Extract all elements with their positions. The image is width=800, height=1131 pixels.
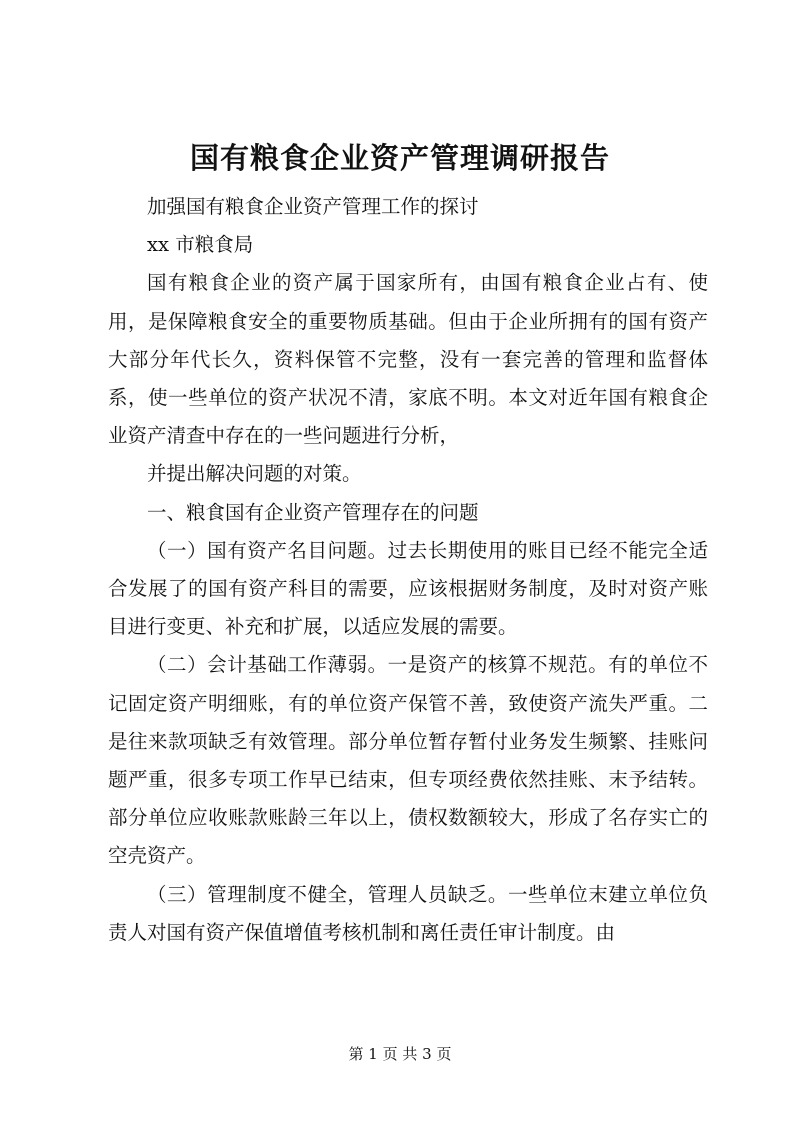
- author-paragraph: xx 市粮食局: [147, 233, 254, 257]
- item-3-paragraph: （三）管理制度不健全，管理人员缺乏。一些单位末建立单位负责人对国有资产保值增值考核机制和离任责任审计制度。由: [108, 882, 708, 944]
- section-heading: 一、粮食国有企业资产管理存在的问题: [147, 500, 479, 524]
- page-footer: 第 1 页 共 3 页: [348, 1045, 452, 1063]
- page-title: 国有粮食企业资产管理调研报告: [189, 141, 610, 175]
- intro-continuation-paragraph: 并提出解决问题的对策。: [147, 462, 362, 486]
- intro-paragraph: 国有粮食企业的资产属于国家所有，由国有粮食企业占有、使用，是保障粮食安全的重要物质基础。但由于企业所拥有的国有资产大部分年代长久，资料保管不完整，没有一套完善的管理和监督体系，使一些单位的资产状况不清，家底不明。本文对近年国有粮食企业资产清查中存在的一些问题进行分析，: [108, 271, 708, 448]
- document-body: [108, 188, 708, 952]
- item-1-paragraph: （一）国有资产名目问题。过去长期使用的账目已经不能完全适合发展了的国有资产科目的需要，应该根据财务制度，及时对资产账目进行变更、补充和扩展，以适应发展的需要。: [108, 538, 708, 639]
- subtitle-paragraph: 加强国有粮食企业资产管理工作的探讨: [147, 195, 479, 218]
- item-2-paragraph: （二）会计基础工作薄弱。一是资产的核算不规范。有的单位不记固定资产明细账，有的单位资产保管不善，致使资产流失严重。二是往来款项缺乏有效管理。部分单位暂存暂付业务发生频繁、挂账问题严重，很多专项工作早已结束，但专项经费依然挂账、末予结转。部分单位应收账款账龄三年以上，债权数额较大，形成了名存实亡的空壳资产。: [108, 653, 708, 868]
